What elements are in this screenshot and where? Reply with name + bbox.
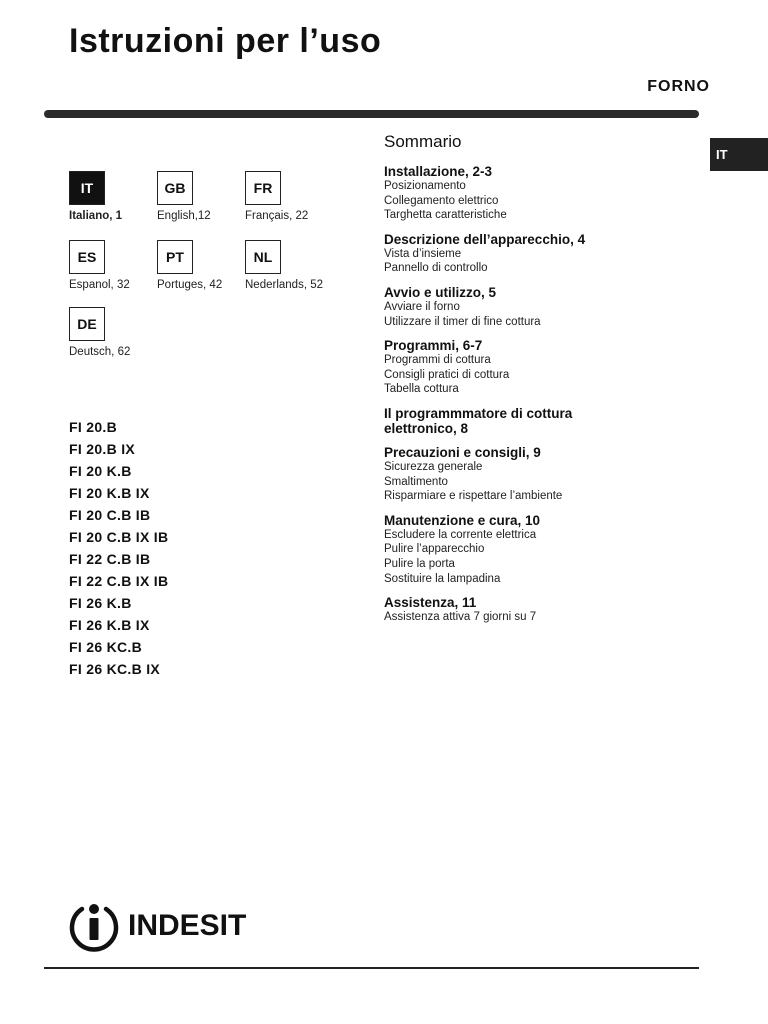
toc-item[interactable]: Risparmiare e rispettare l’ambiente [384,490,563,503]
language-code-box[interactable]: ES [69,240,105,274]
language-option-de[interactable] [69,307,179,358]
brand-logo [68,900,246,952]
toc-section-title[interactable]: Programmi, 6-7 [384,338,483,354]
model-item: FI 26 K.B IX [69,617,150,633]
toc-item[interactable]: Sostituire la lampadina [384,572,501,585]
toc-section-avvio[interactable] [384,285,704,329]
language-option-nl[interactable] [245,240,355,291]
model-item: FI 26 K.B [69,595,132,611]
toc-section-programmatore[interactable] [384,406,704,436]
toc-item[interactable]: Pannello di controllo [384,262,488,275]
language-tab-it[interactable]: IT [710,138,768,171]
language-caption: Français, 22 [245,210,309,222]
model-item: FI 20 K.B [69,463,132,479]
language-code-box[interactable]: DE [69,307,105,341]
toc-item[interactable]: Sicurezza generale [384,460,483,473]
language-caption: Espanol, 32 [69,279,130,291]
toc-heading: Sommario [384,132,462,151]
toc-item[interactable]: Assistenza attiva 7 giorni su 7 [384,611,537,624]
toc-section-title-cont[interactable]: elettronico, 8 [384,420,469,436]
toc-item[interactable]: Consigli pratici di cottura [384,368,510,381]
toc-item[interactable]: Tabella cottura [384,383,459,396]
model-item: FI 20 K.B IX [69,485,150,501]
model-item: FI 26 KC.B IX [69,661,161,677]
toc-item[interactable]: Targhetta caratteristiche [384,209,507,222]
toc-section-programmi[interactable] [384,338,704,397]
language-code-box[interactable]: FR [245,171,281,205]
language-caption: Nederlands, 52 [245,279,323,291]
model-item: FI 20.B [69,419,118,435]
toc-section-manutenzione[interactable] [384,513,704,586]
toc-section-title[interactable]: Descrizione dell’apparecchio, 4 [384,231,586,247]
table-of-contents [384,132,704,634]
toc-section-title[interactable]: Avvio e utilizzo, 5 [384,284,497,300]
toc-item[interactable]: Smaltimento [384,475,448,488]
top-divider [44,110,699,118]
toc-item[interactable]: Pulire l’apparecchio [384,543,485,556]
language-caption: Deutsch, 62 [69,346,131,358]
language-code-box[interactable]: IT [69,171,105,205]
toc-section-title[interactable]: Installazione, 2-3 [384,164,493,179]
toc-section-title[interactable]: Manutenzione e cura, 10 [384,512,541,528]
language-code-box[interactable]: NL [245,240,281,274]
toc-section-title[interactable]: Precauzioni e consigli, 9 [384,444,541,460]
toc-section-title[interactable]: Il programmmatore di cottura [384,405,573,421]
toc-item[interactable]: Posizionamento [384,180,466,192]
bottom-divider [44,967,699,969]
toc-item[interactable]: Programmi di cottura [384,354,491,367]
indesit-logo-icon [68,900,120,952]
toc-item[interactable]: Escludere la corrente elettrica [384,528,537,541]
toc-section-assistenza[interactable] [384,595,704,625]
page-title: Istruzioni per l’uso [69,22,382,60]
language-caption: Italiano, 1 [69,210,123,222]
model-item: FI 22 C.B IX IB [69,573,169,589]
model-item: FI 22 C.B IB [69,551,151,567]
model-item: FI 26 KC.B [69,639,143,655]
model-item: FI 20.B IX [69,441,136,457]
model-item: FI 20 C.B IX IB [69,529,169,545]
toc-section-descrizione[interactable] [384,232,704,276]
toc-section-title[interactable]: Assistenza, 11 [384,595,477,611]
toc-item[interactable]: Utilizzare il timer di fine cottura [384,315,541,328]
model-item: FI 20 C.B IB [69,507,151,523]
language-code-box[interactable]: PT [157,240,193,274]
language-caption: English,12 [157,210,211,222]
toc-item[interactable]: Vista d’insieme [384,247,462,260]
toc-item[interactable]: Collegamento elettrico [384,194,499,207]
product-type: FORNO [647,78,710,95]
toc-item[interactable]: Avviare il forno [384,300,460,313]
language-code-box[interactable]: GB [157,171,193,205]
language-option-fr[interactable] [245,171,355,222]
model-list [69,416,168,680]
toc-item[interactable]: Pulire la porta [384,557,455,570]
toc-section-precauzioni[interactable] [384,445,704,504]
toc-section-installazione[interactable] [384,164,704,223]
brand-name: INDESIT [128,909,247,942]
language-caption: Portuges, 42 [157,279,223,291]
